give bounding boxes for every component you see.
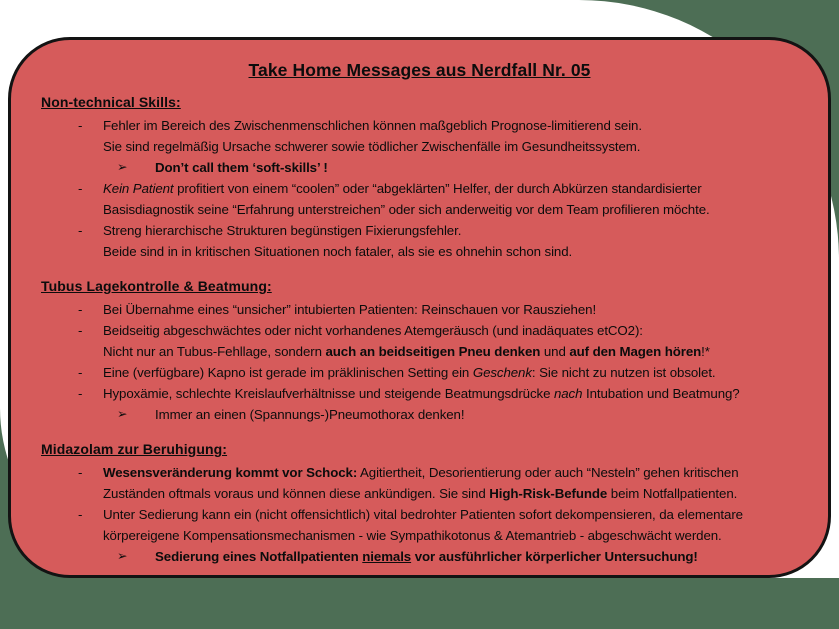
text-segment: Unter Sedierung kann ein (nicht offensichtlich) vital bedrohter Patienten sofort dekompensieren, da elementare (103, 507, 743, 522)
dash-bullet-marker: - (78, 223, 83, 238)
text-segment: Zuständen oftmals voraus und können diese ankündigen. Sie sind (103, 486, 490, 501)
text-segment: Geschenk (472, 365, 532, 380)
card-content (11, 40, 828, 567)
dash-bullet-marker: - (78, 323, 83, 338)
text-segment: : Sie nicht zu nutzen ist obsolet. (531, 365, 716, 380)
text-segment: vor ausführlicher körperlicher Untersuchung! (411, 549, 698, 564)
text-segment: Sedierung eines Notfallpatienten (155, 549, 363, 564)
text-segment: High-Risk-Befunde (489, 486, 608, 501)
line-text (103, 365, 716, 380)
dash-bullet-marker: - (78, 386, 83, 401)
line-text (103, 386, 740, 401)
bullet-line (11, 115, 828, 136)
section-title: Midazolam zur Beruhigung: (41, 441, 228, 457)
arrow-icon: ➢ (117, 407, 128, 421)
bullet-line (11, 178, 828, 199)
bullet-line (11, 299, 828, 320)
text-segment: Kein Patient (103, 181, 174, 196)
text-segment: niemals (362, 549, 412, 564)
bullet-line (11, 462, 828, 483)
line-text (103, 202, 710, 217)
line-text (103, 323, 643, 338)
bullet-line (11, 220, 828, 241)
dash-bullet-marker: - (78, 181, 83, 196)
line-text (103, 486, 737, 501)
text-segment: Hypoxämie, schlechte Kreislaufverhältnisse und steigende Beatmungsdrücke (103, 386, 554, 401)
bullet-line (11, 383, 828, 404)
arrow-line (11, 157, 828, 178)
dash-bullet-marker: - (78, 507, 83, 522)
cont-line (11, 136, 828, 157)
text-segment: Eine (verfügbare) Kapno ist gerade im präklinischen Setting ein (103, 365, 473, 380)
dash-bullet-marker: - (78, 118, 83, 133)
text-segment: und (540, 344, 570, 359)
line-text (103, 528, 722, 543)
text-segment: profitiert von einem “coolen” oder “abgeklärten” Helfer, der durch Abkürzen standardisierter (173, 181, 702, 196)
arrow-line (11, 404, 828, 425)
text-segment: Wesensveränderung kommt vor Schock: (103, 465, 358, 480)
text-segment: auf den Magen hören (569, 344, 702, 359)
bullet-line (11, 362, 828, 383)
text-segment: Don’t call them ‘soft-skills’ ! (155, 160, 328, 175)
text-segment: nach (553, 386, 583, 401)
dash-bullet-marker: - (78, 365, 83, 380)
cont-line (11, 341, 828, 362)
take-home-messages-card (8, 37, 831, 578)
line-text (103, 507, 743, 522)
cont-line (11, 483, 828, 504)
section (11, 278, 828, 425)
cont-line (11, 241, 828, 262)
slide-title: Take Home Messages aus Nerdfall Nr. 05 (248, 60, 591, 80)
line-text (155, 549, 698, 564)
bullet-line (11, 504, 828, 525)
line-text (103, 223, 461, 238)
text-segment: körpereigene Kompensationsmechanismen - wie Sympathikotonus & Atemantrieb - abgeschwächt werden. (103, 528, 722, 543)
line-text (155, 160, 328, 175)
section-title: Tubus Lagekontrolle & Beatmung: (41, 278, 272, 294)
text-segment: Fehler im Bereich des Zwischenmenschlichen können maßgeblich Prognose-limitierend sein. (103, 118, 642, 133)
section-title: Non-technical Skills: (41, 94, 181, 110)
sections (11, 94, 828, 567)
text-segment: beim Notfallpatienten. (607, 486, 738, 501)
line-text (103, 344, 710, 359)
text-segment: Agitiertheit, Desorientierung oder auch “Nesteln” gehen kritischen (357, 465, 739, 480)
text-segment: !* (701, 344, 710, 359)
dash-bullet-marker: - (78, 302, 83, 317)
text-segment: Immer an einen (Spannungs-)Pneumothorax denken! (155, 407, 465, 422)
dash-bullet-marker: - (78, 465, 83, 480)
bullet-line (11, 320, 828, 341)
line-text (103, 118, 642, 133)
arrow-icon: ➢ (117, 549, 128, 563)
line-text (103, 465, 739, 480)
arrow-icon: ➢ (117, 160, 128, 174)
text-segment: Beide sind in in kritischen Situationen noch fataler, als sie es ohnehin schon sind. (103, 244, 573, 259)
cont-line (11, 199, 828, 220)
text-segment: Intubation und Beatmung? (582, 386, 740, 401)
line-text (103, 139, 640, 154)
line-text (103, 244, 572, 259)
line-text (103, 302, 596, 317)
line-text (103, 181, 702, 196)
text-segment: Nicht nur an Tubus-Fehllage, sondern (103, 344, 326, 359)
line-text (155, 407, 464, 422)
cont-line (11, 525, 828, 546)
text-segment: Sie sind regelmäßig Ursache schwerer sowie tödlicher Zwischenfälle im Gesundheitssystem. (103, 139, 641, 154)
section (11, 441, 828, 567)
section (11, 94, 828, 262)
text-segment: auch an beidseitigen Pneu denken (325, 344, 541, 359)
text-segment: Basisdiagnostik seine “Erfahrung unterstreichen” oder sich anderweitig vor dem Team profilieren möchte. (103, 202, 710, 217)
arrow-line (11, 546, 828, 567)
text-segment: Streng hierarchische Strukturen begünstigen Fixierungsfehler. (103, 223, 462, 238)
text-segment: Bei Übernahme eines “unsicher” intubierten Patienten: Reinschauen vor Rausziehen! (103, 302, 597, 317)
text-segment: Beidseitig abgeschwächtes oder nicht vorhandenes Atemgeräusch (und inadäquates etCO2): (103, 323, 643, 338)
